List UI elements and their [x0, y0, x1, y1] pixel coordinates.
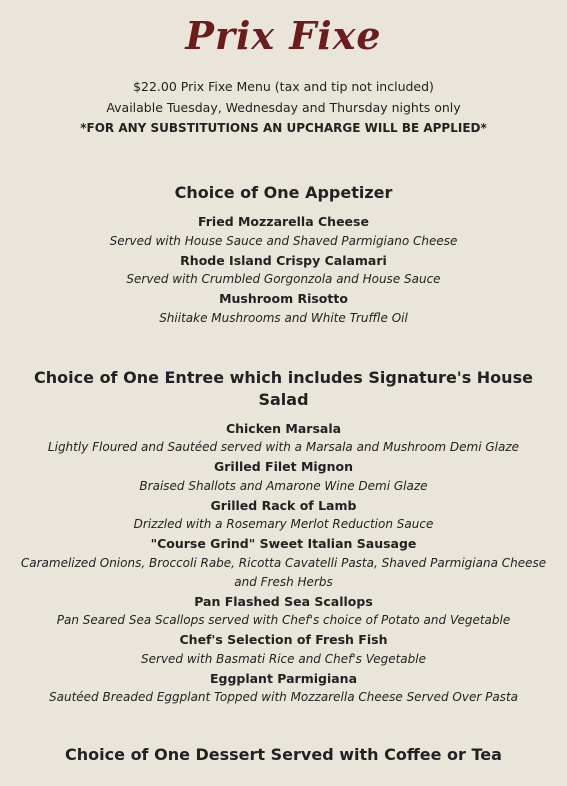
item-description: Shiitake Mushrooms and White Truffle Oil	[159, 310, 408, 325]
entree-heading: Choice of One Entree which includes Signature's House Salad	[34, 367, 533, 409]
item-name: Grilled Rack of Lamb	[210, 497, 357, 513]
dessert-heading: Choice of One Dessert Served with Coffee or Tea	[65, 745, 502, 764]
menu-item	[8, 630, 559, 669]
item-description: Served with House Sauce and Shaved Parmigiano Cheese	[109, 233, 458, 248]
availability-line: Available Tuesday, Wednesday and Thursday nights only	[106, 100, 461, 115]
item-name: Mushroom Risotto	[219, 291, 348, 306]
appetizer-list	[8, 212, 559, 328]
entree-section	[8, 367, 559, 708]
item-description: Braised Shallots and Amarone Wine Demi Glaze	[139, 478, 428, 493]
item-name: Rhode Island Crispy Calamari	[180, 252, 387, 268]
price-line: $22.00 Prix Fixe Menu (tax and tip not included)	[133, 79, 434, 94]
menu-item	[8, 289, 559, 328]
item-name: Fried Mozzarella Cheese	[198, 214, 369, 229]
appetizer-heading: Choice of One Appetizer	[174, 183, 393, 202]
item-description: Sautéed Breaded Eggplant Topped with Mozzarella Cheese Served Over Pasta	[49, 690, 518, 704]
item-description: Served with Basmati Rice and Chef's Vegetable	[141, 651, 426, 666]
item-description: Pan Seared Sea Scallops served with Chef's choice of Potato and Vegetable	[56, 613, 511, 627]
page-title: Prix Fixe	[185, 13, 382, 58]
menu-info	[8, 76, 559, 139]
item-description: Drizzled with a Rosemary Merlot Reduction Sauce	[133, 517, 434, 531]
item-name: Chicken Marsala	[225, 420, 342, 436]
substitution-warning: *FOR ANY SUBSTITUTIONS AN UPCHARGE WILL BE APPLIED*	[80, 121, 487, 135]
item-name: "Course Grind" Sweet Italian Sausage	[150, 536, 417, 551]
menu-item	[8, 669, 559, 708]
menu-item	[8, 534, 559, 592]
menu-item	[8, 212, 559, 251]
item-name: Grilled Filet Mignon	[213, 459, 354, 474]
item-description: Lightly Floured and Sautéed served with a Marsala and Mushroom Demi Glaze	[47, 440, 520, 454]
item-description: Served with Crumbled Gorgonzola and House Sauce	[126, 272, 441, 286]
menu-item	[8, 496, 559, 535]
menu-item	[8, 251, 559, 290]
item-name: Eggplant Parmigiana	[209, 670, 358, 686]
appetizer-section	[8, 182, 559, 328]
menu-item	[8, 592, 559, 631]
item-name: Pan Flashed Sea Scallops	[194, 593, 373, 609]
dessert-section	[8, 744, 559, 766]
menu-item	[8, 457, 559, 496]
item-description: Caramelized Onions, Broccoli Rabe, Ricotta Cavatelli Pasta, Shaved Parmigiana Cheese and Fresh Herbs	[20, 555, 547, 589]
menu-item	[8, 419, 559, 458]
entree-list	[8, 419, 559, 708]
item-name: Chef's Selection of Fresh Fish	[179, 632, 388, 647]
